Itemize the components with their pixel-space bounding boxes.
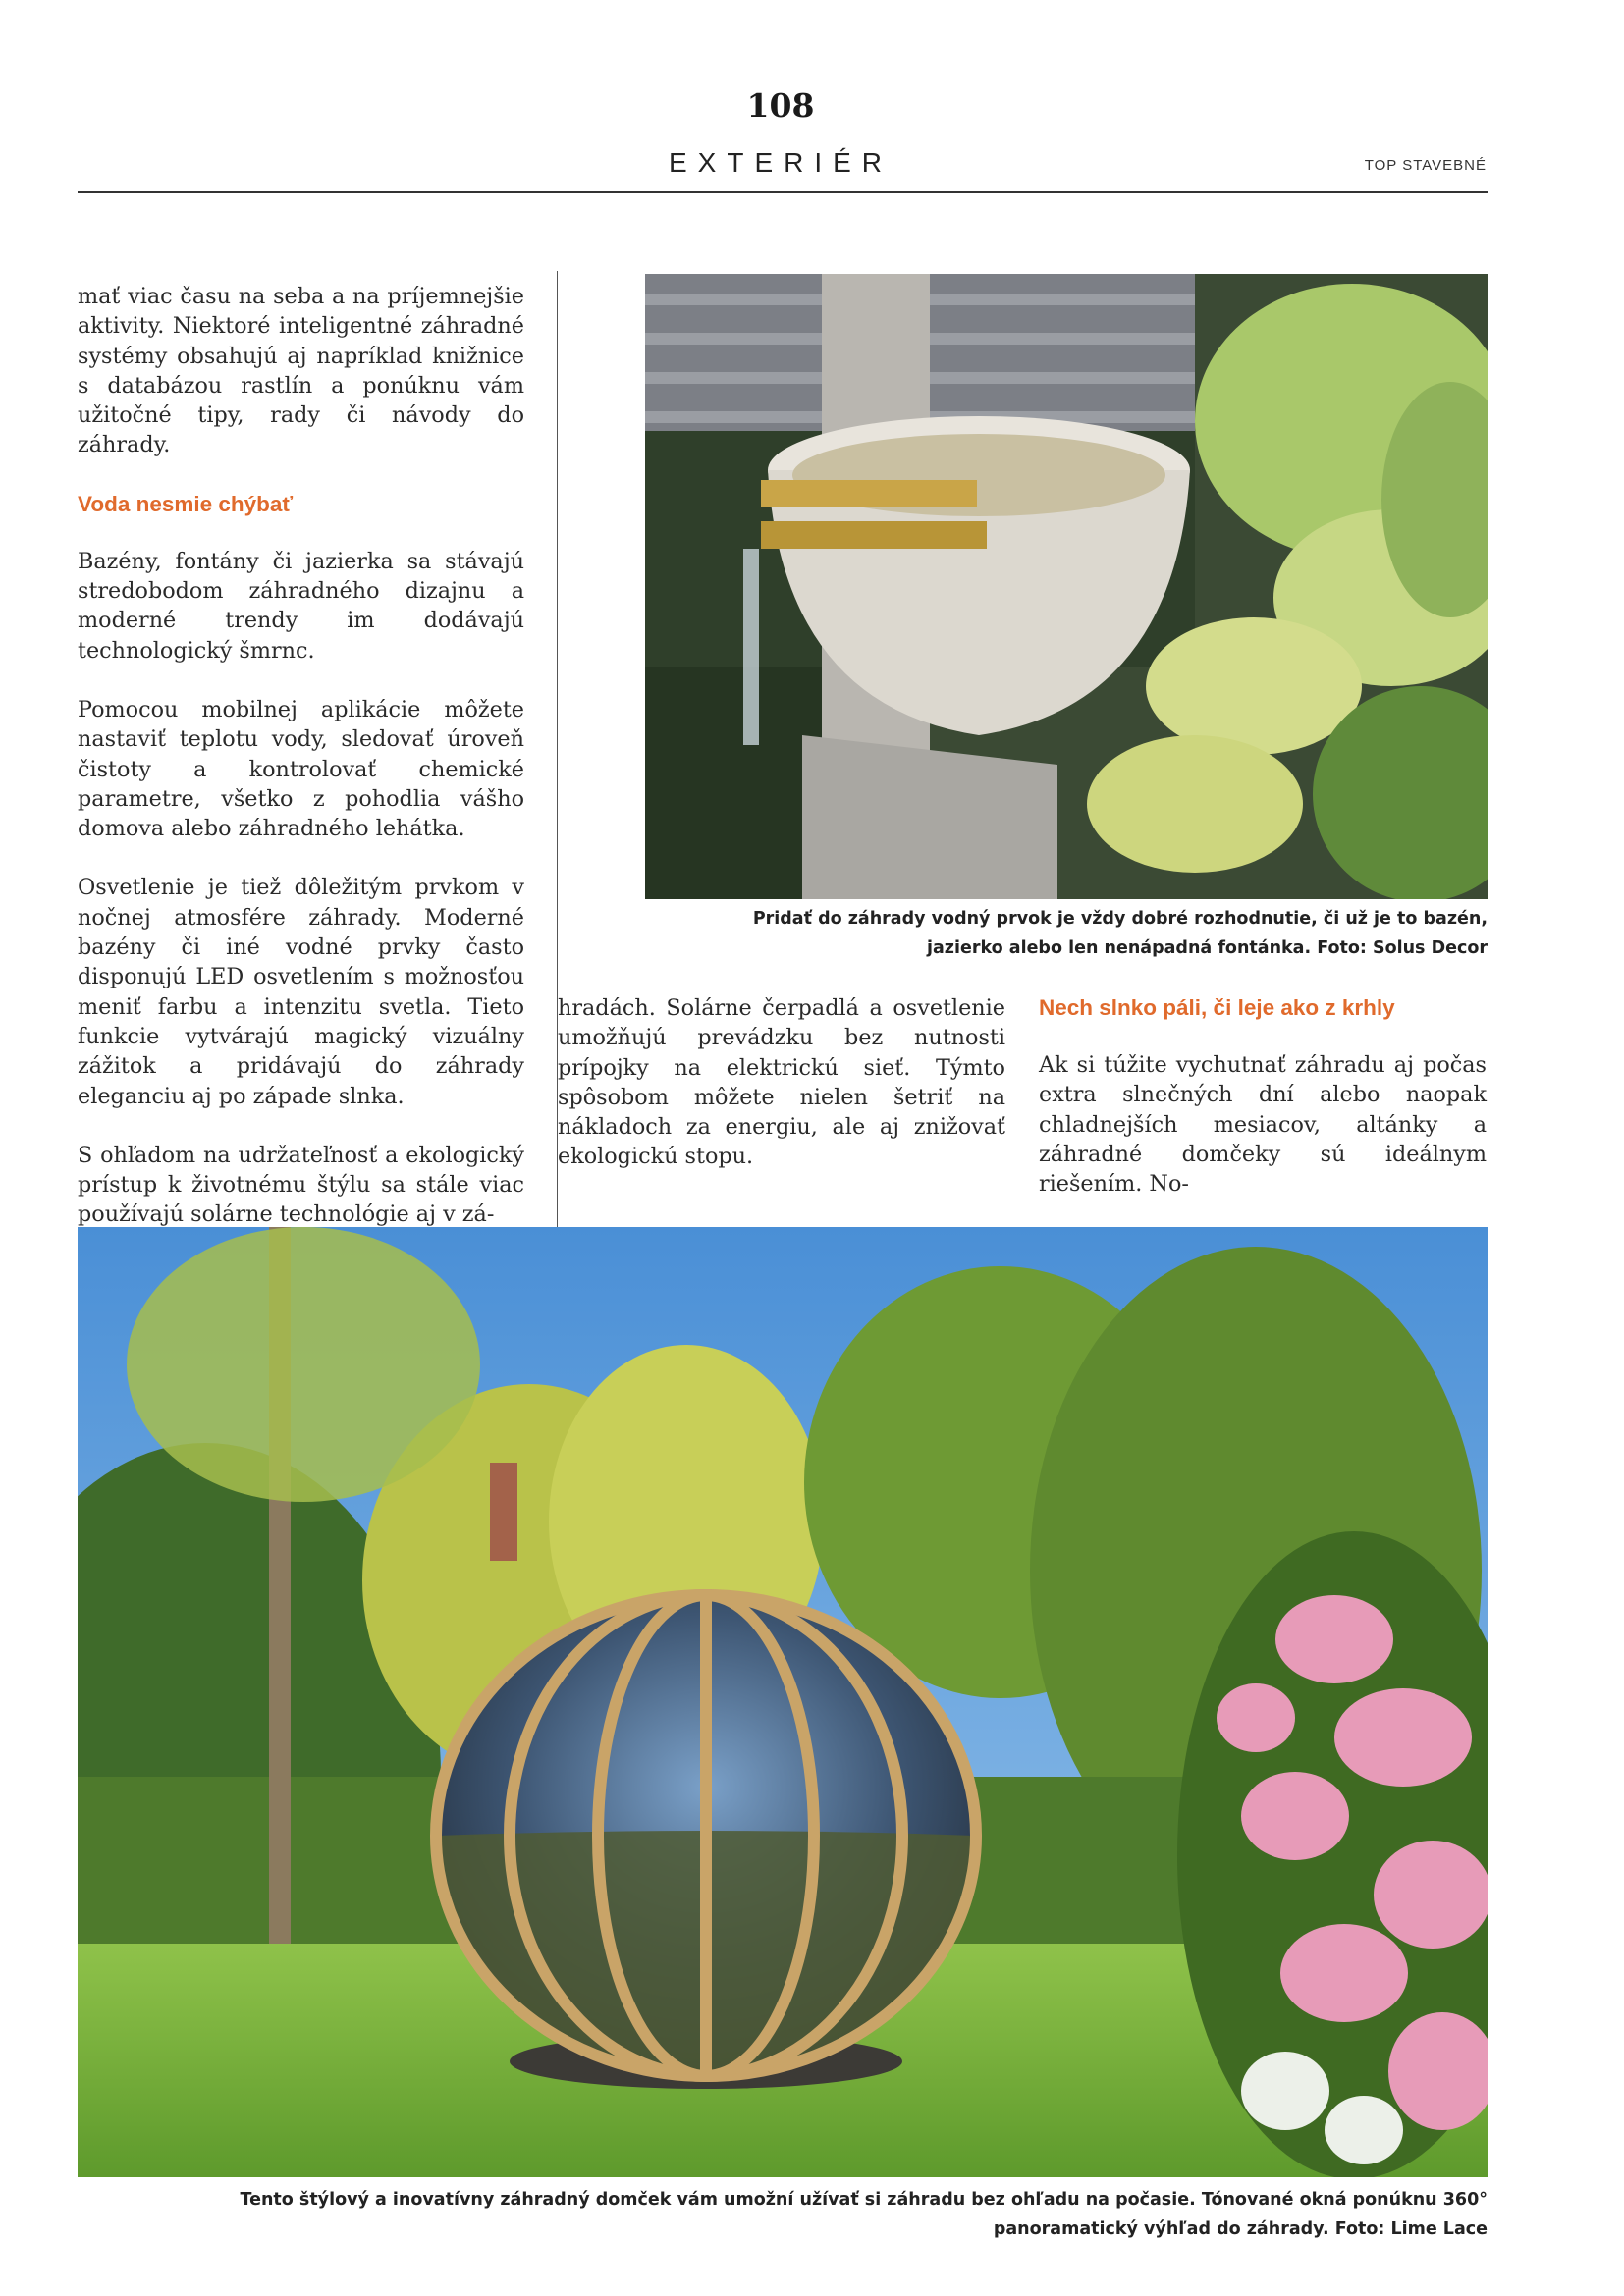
magazine-name: TOP STAVEBNÉ xyxy=(1364,157,1487,174)
garden-pod-caption xyxy=(78,2185,1488,2244)
page-number: 108 xyxy=(746,86,815,125)
fountain-caption-line-2: jazierko alebo len nenápadná fontánka. Foto: Solus Decor xyxy=(926,938,1488,958)
column-1-paragraph-1: Bazény, fontány či jazierka sa stávajú stredobodom záhradného dizajnu a moderné trendy im dodávajú technologický šmrnc. xyxy=(78,548,524,664)
column-1-paragraph-2: Pomocou mobilnej aplikácie môžete nastaviť teplotu vody, sledovať úroveň čistoty a kontrolovať chemické parametre, všetko z pohodlia vášho domova alebo záhradného lehátka. xyxy=(78,696,524,842)
garden-pod-caption-line-2: panoramatický výhľad do záhrady. Foto: Lime Lace xyxy=(993,2219,1488,2239)
garden-pod-caption-line-1: Tento štýlový a inovatívny záhradný domček vám umožní užívať si záhradu bez ohľadu na počasie. Tónované okná ponúknu 360° xyxy=(240,2190,1488,2210)
column-2-paragraph-1: hradách. Solárne čerpadlá a osvetlenie umožňujú prevádzku bez nutnosti prípojky na elektrickú sieť. Týmto spôsobom môžete nielen šetriť na nákladoch za energiu, ale aj znižovať ekologickú stopu. xyxy=(558,995,1005,1170)
column-1-intro: mať viac času na seba a na príjemnejšie aktivity. Niektoré inteligentné záhradné systémy obsahujú aj napríklad knižnice s databázou rastlín a ponúknu vám užitočné tipy, rady či návody do záhrady. xyxy=(78,284,524,458)
column-1-paragraph-3: Osvetlenie je tiež dôležitým prvkom v nočnej atmosfére záhrady. Moderné bazény či iné vodné prvky často disponujú LED osvetlením s možnosťou meniť farbu a intenzitu svetla. Tieto funkcie vytvárajú magický vizuálny zážitok a pridávajú do záhrady eleganciu aj po západe slnka. xyxy=(78,875,524,1109)
fountain-photo xyxy=(645,274,1488,899)
column-2 xyxy=(558,993,1005,1201)
column-3-paragraph-1: Ak si túžite vychutnať záhradu aj počas extra slnečných dní alebo naopak chladnejších mesiacov, altánky a záhradné domčeky sú ideálnym riešením. No- xyxy=(1039,1052,1487,1198)
column-1 xyxy=(78,282,524,1259)
fountain-caption xyxy=(589,904,1488,963)
column-3 xyxy=(1039,993,1487,1228)
column-1-paragraph-4: S ohľadom na udržateľnosť a ekologický prístup k životnému štýlu sa stále viac používajú solárne technológie aj v zá- xyxy=(78,1142,524,1228)
header-rule xyxy=(78,191,1488,193)
section-title: EXTERIÉR xyxy=(668,147,893,178)
garden-pod-photo xyxy=(78,1227,1488,2177)
heading-sun: Nech slnko páli, či leje ako z krhly xyxy=(1039,995,1395,1020)
fountain-caption-line-1: Pridať do záhrady vodný prvok je vždy dobré rozhodnutie, či už je to bazén, xyxy=(752,909,1488,929)
heading-water: Voda nesmie chýbať xyxy=(78,491,294,516)
